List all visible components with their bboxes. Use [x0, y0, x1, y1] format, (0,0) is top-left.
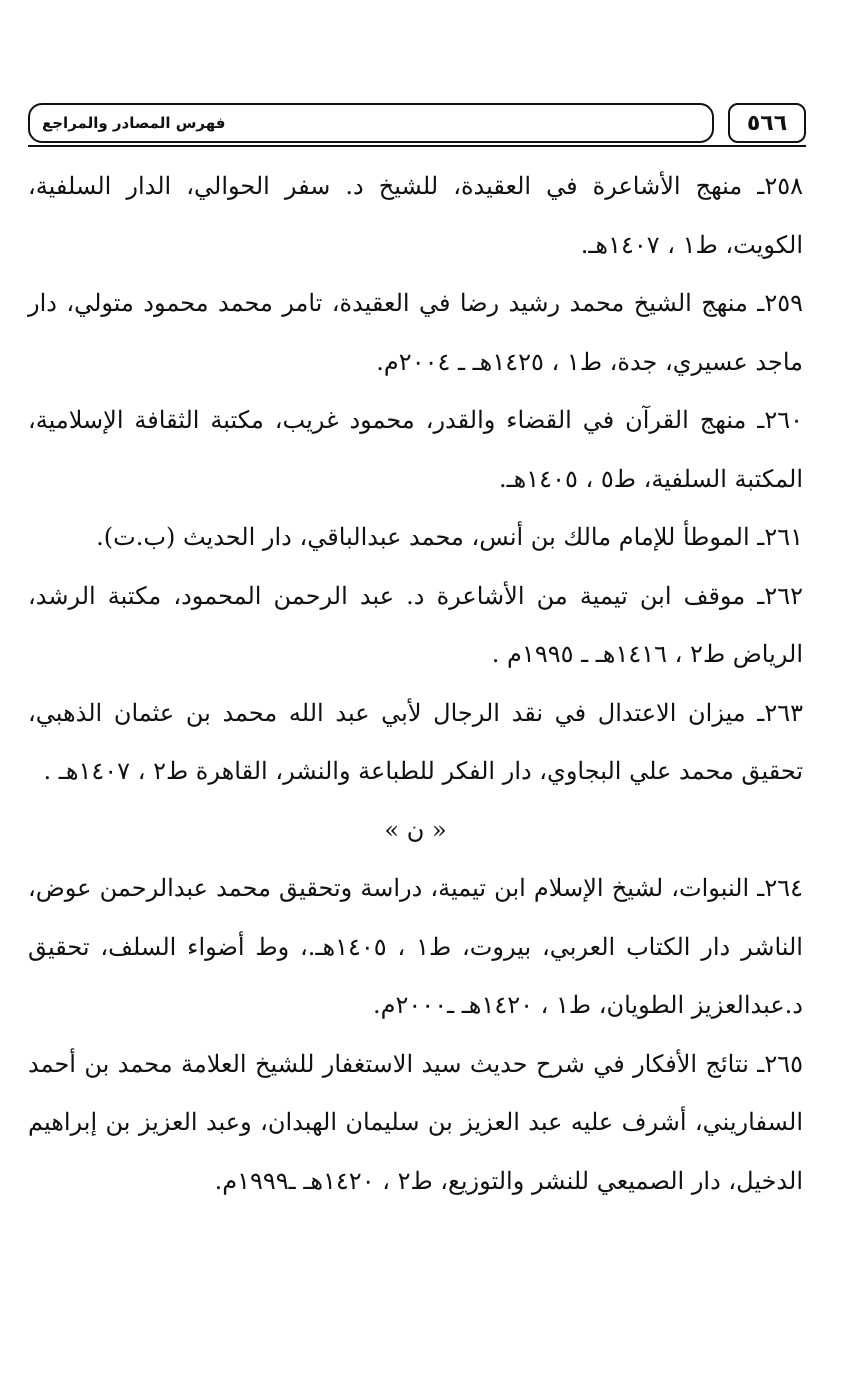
page-number: [728, 103, 806, 143]
reference-entry: ٢٥٩ـ منهج الشيخ محمد رشيد رضا في العقيدة، تامر محمد محمود متولي، دار ماجد عسيري، جدة، ط١ ، ١٤٢٥هـ ـ ٢٠٠٤م.: [28, 289, 803, 376]
reference-entry: ٢٦٥ـ نتائج الأفكار في شرح حديث سيد الاستغفار للشيخ العلامة محمد بن أحمد السفاريني، أشرف عليه عبد العزيز بن سليمان الهبدان، وعبد العزيز بن إبراهيم الدخيل، دار الصميعي للنشر والتوزيع، ط٢ ، ١٤٢٠هـ ـ١٩٩٩م.: [28, 1049, 803, 1195]
reference-entry: ٢٦٣ـ ميزان الاعتدال في نقد الرجال لأبي عبد الله محمد بن عثمان الذهبي، تحقيق محمد علي البجاوي، دار الفكر للطباعة والنشر، القاهرة ط٢ ، ١٤٠٧هـ .: [28, 698, 803, 785]
reference-entry: ٢٦٠ـ منهج القرآن في القضاء والقدر، محمود غريب، مكتبة الثقافة الإسلامية، المكتبة السلفية، ط٥ ، ١٤٠٥هـ.: [28, 406, 803, 493]
section-letter-heading: « ن »: [384, 815, 447, 844]
running-title: [28, 103, 714, 143]
reference-entry: ٢٦٢ـ موقف ابن تيمية من الأشاعرة د. عبد الرحمن المحمود، مكتبة الرشد، الرياض ط٢ ، ١٤١٦هـ ـ ١٩٩٥م .: [28, 581, 804, 668]
page-header: [28, 103, 806, 147]
reference-entry: ٢٥٨ـ منهج الأشاعرة في العقيدة، للشيخ د. سفر الحوالي، الدار السلفية، الكويت، ط١ ، ١٤٠٧هـ.: [28, 172, 803, 259]
header-divider: [28, 145, 806, 147]
reference-entry: ٢٦١ـ الموطأ للإمام مالك بن أنس، محمد عبدالباقي، دار الحديث (ب.ت).: [96, 523, 803, 551]
running-title-text: فهرس المصادر والمراجع: [42, 114, 226, 132]
references-list: [28, 157, 803, 1210]
reference-entry: ٢٦٤ـ النبوات، لشيخ الإسلام ابن تيمية، دراسة وتحقيق محمد عبدالرحمن عوض، الناشر دار الكتاب العربي، بيروت، ط١ ، ١٤٠٥هـ.، وط أضواء السلف، تحقيق د.عبدالعزيز الطويان، ط١ ، ١٤٢٠هـ ـ٢٠٠٠م.: [28, 874, 803, 1019]
page-number-text: ٥٦٦: [746, 110, 788, 136]
